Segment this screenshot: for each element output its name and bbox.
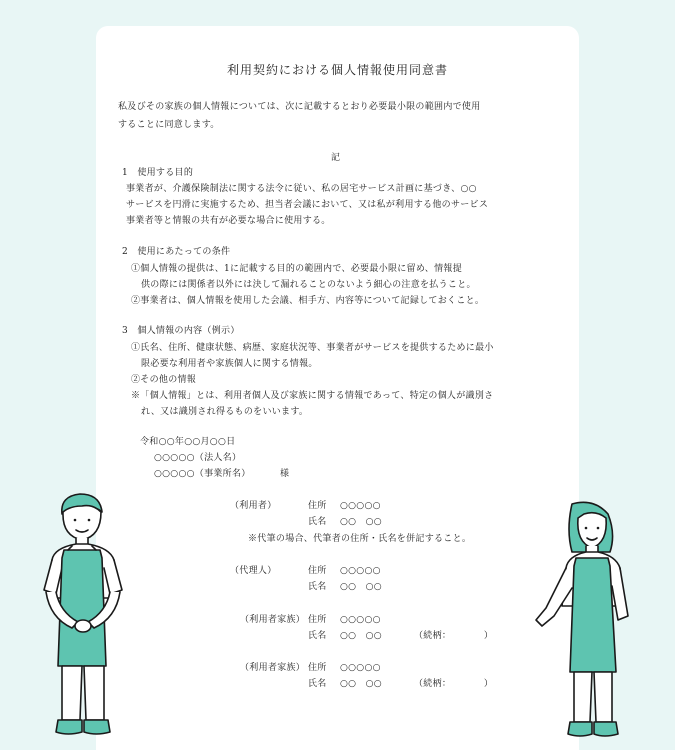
section-3-note: れ、又は識別され得るものをいいます。 [141,407,309,417]
date-line: 令和○○年○○月○○日 [140,437,236,447]
document-title: 利用契約における個人情報使用同意書 [226,63,448,77]
section-3-line: ②その他の情報 [131,375,197,385]
addr-label: 住所 [308,501,327,511]
name-value: ○○ ○○ [340,582,382,592]
addr-value: ○○○○○ [340,615,381,625]
sama-suffix: 様 [280,469,290,479]
section-2-line: ②事業者は、個人情報を使用した会議、相手方、内容等について記録しておくこと。 [131,296,485,306]
addr-label: 住所 [308,663,327,673]
male-caregiver-illustration [38,488,128,746]
section-3-note: ※「個人情報」とは、利用者個人及び家族に関する情報であって、特定の個人が識別さ [131,391,494,401]
addr-label: 住所 [308,615,327,625]
addr-value: ○○○○○ [340,501,381,511]
female-caregiver-illustration [532,496,632,746]
user-label: （利用者） [230,501,277,511]
section-1-line: サービスを円滑に実施するため、担当者会議において、又は私が利用する他のサービス [126,200,489,210]
addr-value: ○○○○○ [340,566,381,576]
office-name: ○○○○○（事業所名） [154,469,251,479]
proxy-note: ※代筆の場合、代筆者の住所・氏名を併記すること。 [248,534,472,544]
family-label: （利用者家族） [240,663,306,673]
intro-line-1: 私及びその家族の個人情報については、次に記載するとおり必要最小限の範囲内で使用 [118,102,481,112]
section-3-line: 限必要な利用者や家族個人に関する情報。 [141,359,318,369]
name-label: 氏名 [308,679,327,689]
section-2-heading: 2 使用にあたっての条件 [122,247,231,257]
ki-heading: 記 [331,153,341,163]
section-3-line: ①氏名、住所、健康状態、病歴、家庭状況等、事業者がサービスを提供するために最小 [131,343,494,353]
family-label: （利用者家族） [240,615,306,625]
agent-label: （代理人） [230,566,277,576]
section-2-line: 供の際には関係者以外には決して漏れることのないよう細心の注意を払うこと。 [141,280,476,290]
section-1-heading: 1 使用する目的 [122,168,194,178]
intro-line-2: することに同意します。 [118,120,220,130]
name-label: 氏名 [308,631,327,641]
relation-field: （続柄： ） [414,631,494,641]
consent-document [96,26,579,750]
section-1-line: 事業者等と情報の共有が必要な場合に使用する。 [126,216,331,226]
name-value: ○○ ○○ [340,679,382,689]
addr-value: ○○○○○ [340,663,381,673]
section-1-line: 事業者が、介護保険制法に関する法令に従い、私の居宅サービス計画に基づき、○○ [126,184,477,194]
corp-name: ○○○○○（法人名） [154,453,242,463]
name-label: 氏名 [308,582,327,592]
addr-label: 住所 [308,566,327,576]
name-value: ○○ ○○ [340,631,382,641]
section-3-heading: 3 個人情報の内容（例示） [122,326,240,336]
relation-field: （続柄： ） [414,679,494,689]
section-2-line: ①個人情報の提供は、1に記載する目的の範囲内で、必要最小限に留め、情報提 [131,264,462,274]
name-value: ○○ ○○ [340,517,382,527]
name-label: 氏名 [308,517,327,527]
